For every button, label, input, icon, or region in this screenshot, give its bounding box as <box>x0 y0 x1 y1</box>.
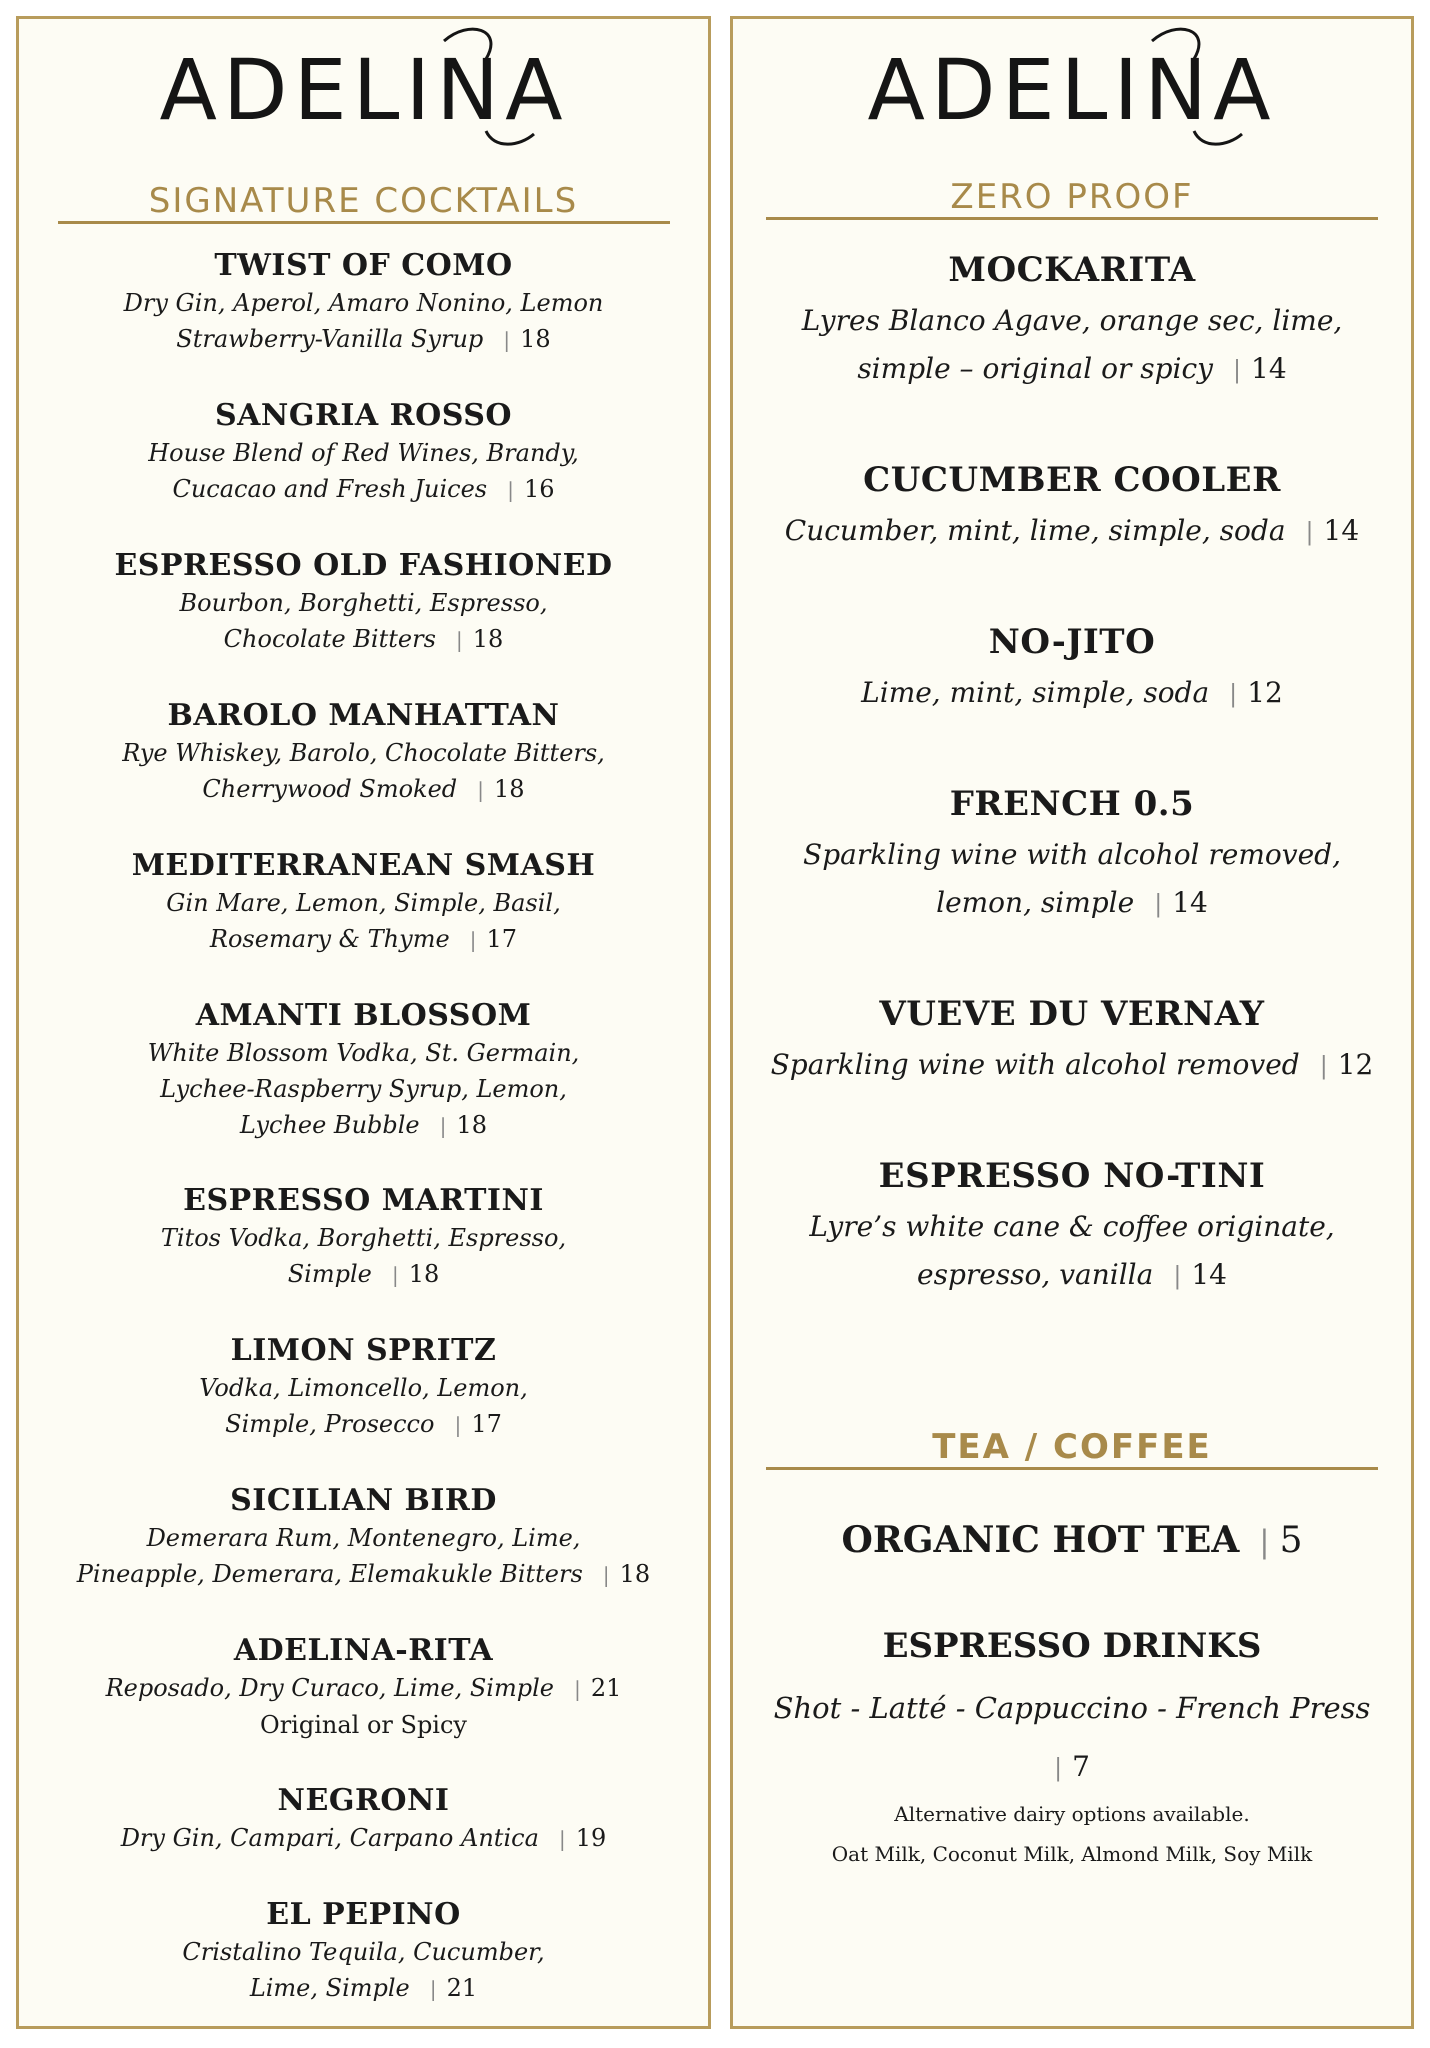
item-description <box>19 285 708 321</box>
item-price: 21 <box>590 1674 622 1702</box>
dairy-note: Alternative dairy options available. <box>894 1802 1250 1826</box>
description-text: Cucacao and Fresh Juices <box>172 475 488 503</box>
description-text: Cristalino Tequila, Cucumber, <box>182 1938 545 1966</box>
item-price: 12 <box>1337 1048 1374 1081</box>
menu-item <box>19 1482 708 1632</box>
item-description <box>19 1934 708 1970</box>
description-text: Sparkling wine with alcohol removed <box>770 1048 1300 1081</box>
item-name: ESPRESSO DRINKS <box>882 1626 1262 1666</box>
item-description <box>19 1820 708 1857</box>
item-description <box>19 1107 708 1144</box>
item-name: ESPRESSO NO-TINI <box>878 1156 1266 1196</box>
item-description <box>19 621 708 658</box>
signature-cocktails-header <box>19 181 708 224</box>
item-description <box>733 1251 1411 1300</box>
item-price: 18 <box>472 625 504 653</box>
tea-coffee-header <box>733 1427 1411 1470</box>
item-description <box>19 1670 708 1707</box>
price-separator: | <box>1054 1754 1063 1782</box>
description-text: Strawberry-Vanilla Syrup <box>176 325 484 353</box>
item-price: 14 <box>1191 1258 1227 1291</box>
item-description <box>19 1406 708 1443</box>
menu-item <box>19 547 708 697</box>
price-separator: | <box>1154 890 1163 918</box>
item-price: 12 <box>1247 676 1283 709</box>
item-description <box>19 1970 708 2007</box>
price-separator: | <box>503 328 511 352</box>
menu-item <box>733 781 1411 991</box>
item-description <box>733 879 1411 928</box>
item-description <box>19 1556 708 1593</box>
price-separator: | <box>1305 518 1314 546</box>
item-description <box>19 1256 708 1293</box>
item-description <box>733 297 1411 345</box>
item-description <box>19 921 708 958</box>
price-separator: | <box>1259 1525 1270 1560</box>
adelina-logo <box>733 19 1411 159</box>
adelina-logo <box>19 19 708 159</box>
price-separator: | <box>429 1977 437 2001</box>
item-price: 5 <box>1279 1520 1303 1561</box>
menu-item <box>19 1182 708 1332</box>
item-price: 17 <box>486 925 518 953</box>
description-text: Dry Gin, Aperol, Amaro Nonino, Lemon <box>123 289 604 317</box>
item-price: 18 <box>520 325 551 353</box>
adelina-logo-mark <box>822 19 1322 159</box>
tea-line <box>733 1519 1411 1561</box>
item-price: 18 <box>456 1111 488 1139</box>
description-text: Rosemary & Thyme <box>209 925 450 953</box>
menu-item <box>19 397 708 547</box>
description-text: Pineapple, Demerara, Elemakukle Bitters <box>76 1560 583 1588</box>
zero-proof-list <box>733 247 1411 1353</box>
item-description <box>19 1370 708 1406</box>
price-separator: | <box>439 1114 447 1138</box>
menu-item <box>19 1896 708 2010</box>
item-name: SICILIAN BIRD <box>230 1483 497 1518</box>
item-description <box>733 669 1411 718</box>
price-separator: | <box>602 1563 610 1587</box>
item-description <box>19 1220 708 1256</box>
description-text: Dry Gin, Campari, Carpano Antica <box>120 1824 539 1852</box>
menu-item <box>733 1153 1411 1353</box>
item-description <box>19 885 708 921</box>
price-separator: | <box>1233 356 1242 384</box>
description-text: Simple <box>287 1260 372 1288</box>
item-description <box>733 831 1411 879</box>
item-description <box>19 735 708 771</box>
item-name: MEDITERRANEAN SMASH <box>131 848 596 883</box>
item-price: 16 <box>523 475 555 503</box>
section-title: TEA / COFFEE <box>932 1427 1212 1467</box>
section-title: SIGNATURE COCKTAILS <box>148 181 579 221</box>
zero-proof-panel <box>730 16 1414 2029</box>
price-line <box>733 1743 1411 1792</box>
brand-text: ADELINA <box>158 41 569 139</box>
description-text: White Blossom Vodka, St. Germain, <box>147 1039 580 1067</box>
item-name: FRENCH 0.5 <box>949 784 1195 824</box>
item-name: MOCKARITA <box>948 250 1196 290</box>
price-separator: | <box>507 478 514 502</box>
description-text: simple – original or spicy <box>857 352 1213 385</box>
brand-text: ADELINA <box>867 41 1277 139</box>
description-text: Chocolate Bitters <box>223 625 436 653</box>
price-separator: | <box>391 1263 399 1287</box>
price-separator: | <box>1319 1052 1328 1080</box>
item-price: 14 <box>1323 514 1360 547</box>
item-name: ESPRESSO MARTINI <box>183 1183 544 1218</box>
item-name: ESPRESSO OLD FASHIONED <box>114 548 613 583</box>
description-text: Lime, Simple <box>249 1974 410 2002</box>
item-description <box>19 321 708 358</box>
item-name: NO-JITO <box>988 622 1156 662</box>
menu-item <box>733 991 1411 1153</box>
menu-item <box>19 247 708 397</box>
milk-options-note: Oat Milk, Coconut Milk, Almond Milk, Soy Milk <box>831 1842 1313 1866</box>
zero-proof-header <box>733 177 1411 220</box>
item-name: ADELINA-RITA <box>233 1633 494 1668</box>
description-text: Sparkling wine with alcohol removed, <box>803 838 1341 871</box>
item-price: 17 <box>471 1410 502 1438</box>
price-separator: | <box>454 1413 462 1437</box>
item-price: 21 <box>446 1974 478 2002</box>
item-price: 18 <box>494 775 525 803</box>
item-name: CUCUMBER COOLER <box>863 460 1281 500</box>
signature-cocktails-panel <box>16 16 711 2029</box>
menu-item <box>733 457 1411 619</box>
description-text: Cucumber, mint, lime, simple, soda <box>784 514 1286 547</box>
menu-item <box>19 1332 708 1482</box>
price-separator: | <box>455 628 463 652</box>
description-text: lemon, simple <box>936 886 1135 919</box>
tea-item <box>733 1519 1411 1561</box>
item-name: EL PEPINO <box>266 1897 461 1932</box>
item-description <box>19 1520 708 1556</box>
item-description <box>733 507 1411 556</box>
item-name: BAROLO MANHATTAN <box>167 698 560 733</box>
item-price: 19 <box>575 1824 607 1852</box>
item-name: AMANTI BLOSSOM <box>195 998 532 1033</box>
item-description <box>733 345 1411 394</box>
item-description <box>19 771 708 808</box>
item-name: NEGRONI <box>277 1783 450 1818</box>
description-text: Lyre’s white cane & coffee originate, <box>809 1210 1335 1243</box>
description-text: Lychee-Raspberry Syrup, Lemon, <box>160 1075 567 1103</box>
item-description <box>19 435 708 471</box>
item-price: 18 <box>408 1260 440 1288</box>
description-text: House Blend of Red Wines, Brandy, <box>148 439 579 467</box>
section-divider <box>58 221 670 224</box>
description-text: Rye Whiskey, Barolo, Chocolate Bitters, <box>122 739 605 767</box>
description-text: espresso, vanilla <box>917 1258 1154 1291</box>
cocktail-list <box>19 247 708 2010</box>
item-description <box>19 1035 708 1071</box>
menu-item <box>733 619 1411 781</box>
adelina-logo-mark <box>114 19 614 159</box>
description-text: Lyres Blanco Agave, orange sec, lime, <box>801 304 1343 337</box>
price-separator: | <box>1173 1262 1182 1290</box>
description-text: Vodka, Limoncello, Lemon, <box>199 1374 528 1402</box>
item-price: 7 <box>1072 1750 1090 1783</box>
menu-item <box>733 247 1411 457</box>
description-text: Bourbon, Borghetti, Espresso, <box>179 589 548 617</box>
espresso-item <box>733 1621 1411 1874</box>
item-description: Shot - Latté - Cappuccino - French Press <box>773 1691 1371 1725</box>
description-text: Gin Mare, Lemon, Simple, Basil, <box>166 889 561 917</box>
description-text: Lychee Bubble <box>239 1111 420 1139</box>
description-text: Reposado, Dry Curaco, Lime, Simple <box>105 1674 554 1702</box>
description-text: Lime, mint, simple, soda <box>861 676 1210 709</box>
price-separator: | <box>469 928 477 952</box>
item-description <box>733 1203 1411 1251</box>
item-name: ORGANIC HOT TEA <box>841 1519 1240 1561</box>
description-text: Demerara Rum, Montenegro, Lime, <box>146 1524 581 1552</box>
section-divider <box>766 1467 1378 1470</box>
price-separator: | <box>477 778 485 802</box>
section-divider <box>766 217 1378 220</box>
menu-item <box>19 1632 708 1782</box>
menu-item <box>19 697 708 847</box>
item-description <box>19 585 708 621</box>
item-price: 18 <box>619 1560 651 1588</box>
item-description <box>19 1071 708 1107</box>
description-text: Simple, Prosecco <box>225 1410 435 1438</box>
item-description <box>19 471 708 508</box>
item-name: TWIST OF COMO <box>214 248 513 283</box>
menu-item <box>19 997 708 1182</box>
item-price: 14 <box>1251 352 1287 385</box>
item-name: SANGRIA ROSSO <box>214 398 513 433</box>
description-text: Cherrywood Smoked <box>202 775 458 803</box>
menu-item <box>19 847 708 997</box>
menu-item <box>19 1782 708 1896</box>
price-separator: | <box>1229 680 1238 708</box>
price-separator: | <box>558 1827 566 1851</box>
description-text: Titos Vodka, Borghetti, Espresso, <box>160 1224 567 1252</box>
item-price: 14 <box>1172 886 1208 919</box>
item-option: Original or Spicy <box>260 1711 467 1739</box>
item-name: LIMON SPRITZ <box>230 1333 497 1368</box>
price-separator: | <box>573 1677 581 1701</box>
item-description <box>733 1041 1411 1090</box>
item-name: VUEVE DU VERNAY <box>879 994 1265 1034</box>
section-title: ZERO PROOF <box>950 177 1194 217</box>
